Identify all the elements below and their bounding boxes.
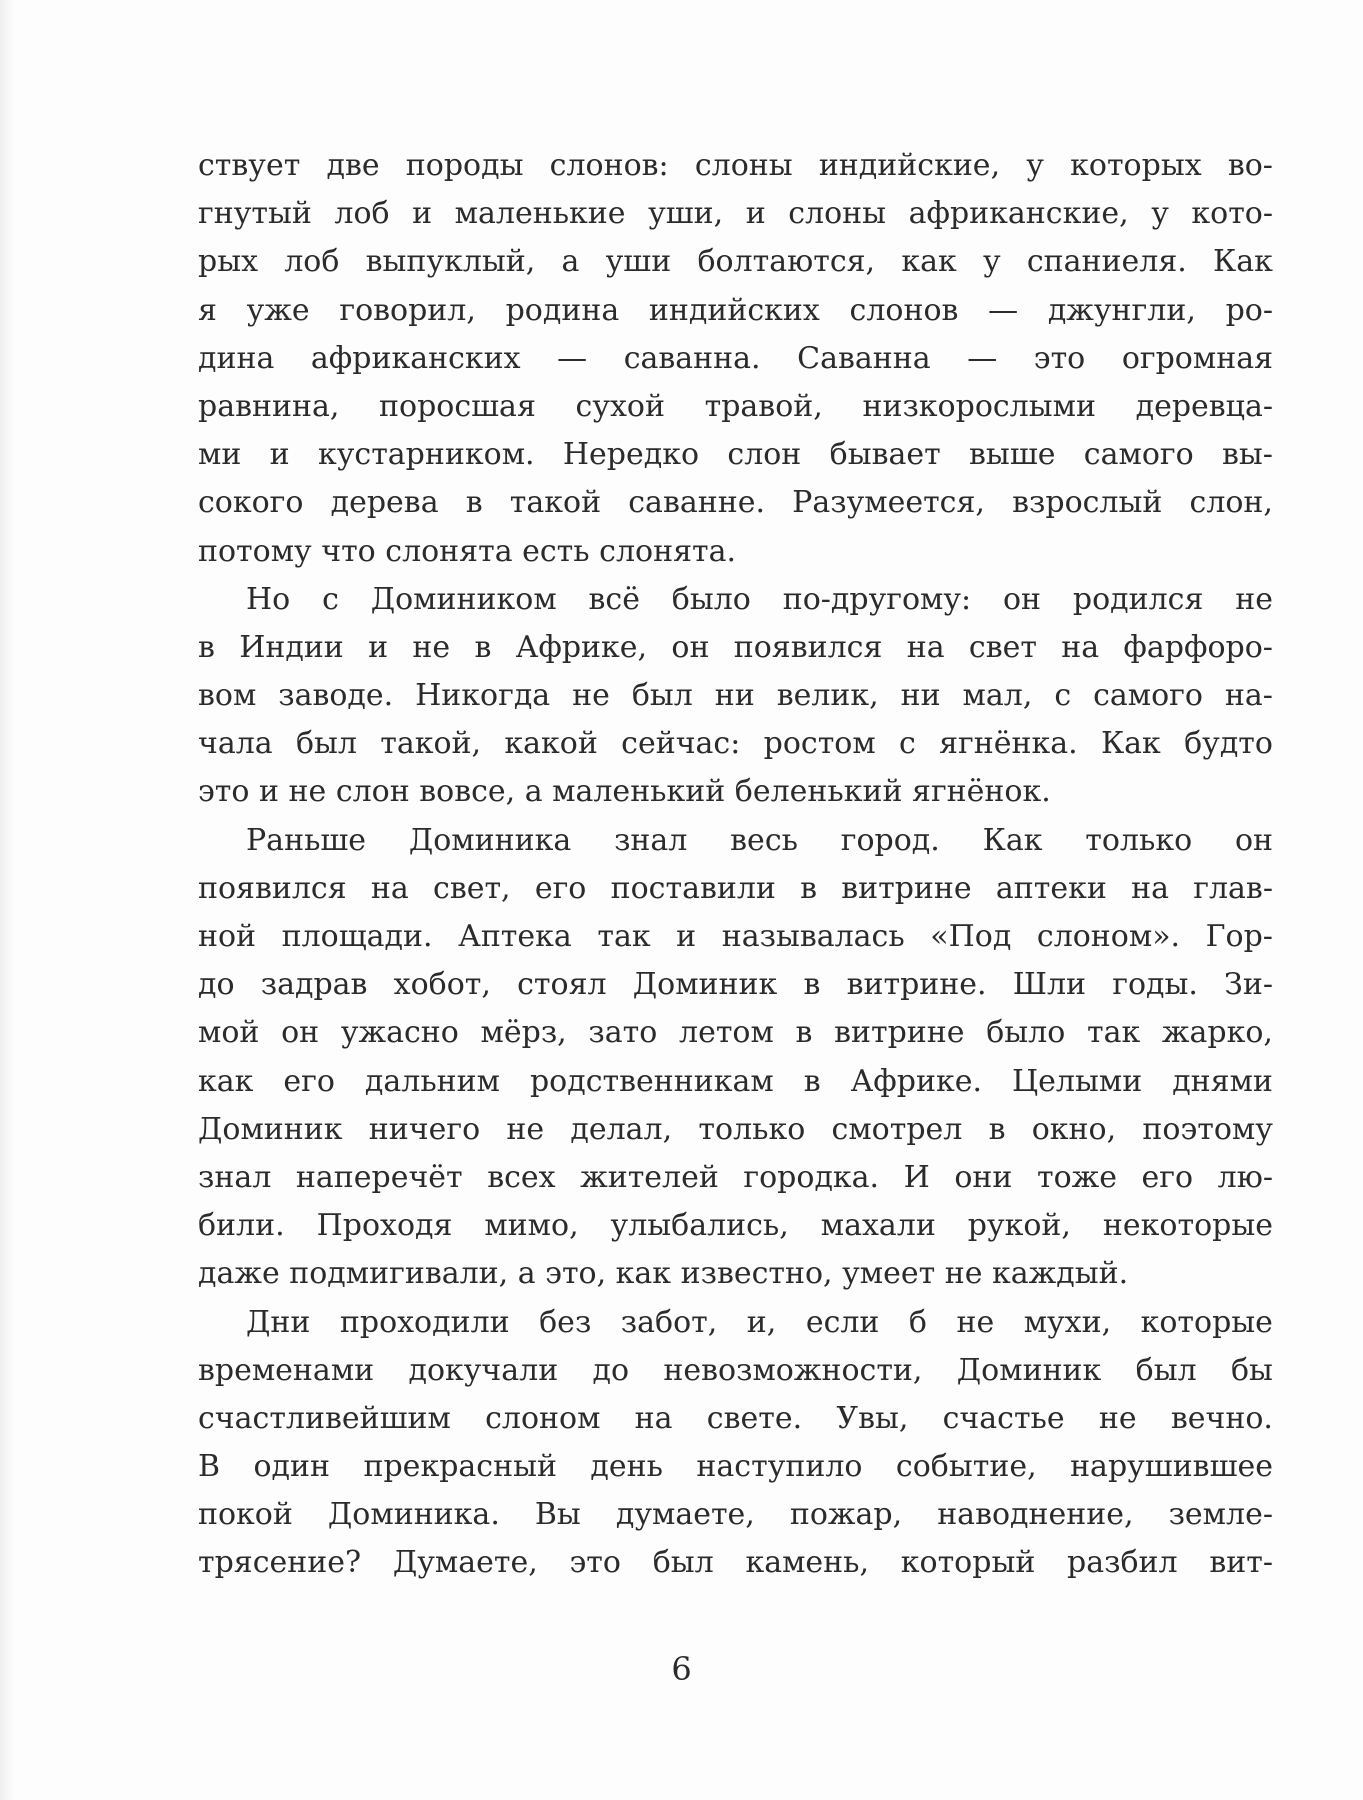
- text-line: это и не слон вовсе, а маленький беленький ягнёнок.: [198, 774, 1051, 810]
- text-line: покой Доминика. Вы думаете, пожар, наводнение, земле-: [198, 1497, 1273, 1533]
- text-line: дина африканских — саванна. Саванна — это огромная: [198, 340, 1273, 376]
- text-line: В один прекрасный день наступило событие, нарушившее: [198, 1449, 1273, 1485]
- text-line: появился на свет, его поставили в витрине аптеки на глав-: [198, 870, 1273, 906]
- text-line: потому что слонята есть слонята.: [198, 533, 737, 569]
- text-line: ной площади. Аптека так и называлась «Под слоном». Гор-: [198, 919, 1273, 954]
- text-line: равнина, поросшая сухой травой, низкорослыми деревца-: [198, 388, 1273, 424]
- text-line: как его дальним родственникам в Африке. Целыми днями: [198, 1063, 1273, 1099]
- text-line: били. Проходя мимо, улыбались, махали рукой, некоторые: [198, 1208, 1273, 1244]
- text-line: вом заводе. Никогда не был ни велик, ни мал, с самого на-: [198, 678, 1273, 714]
- text-line: счастливейшим слоном на свете. Увы, счастье не вечно.: [198, 1400, 1273, 1436]
- page-number: 6: [671, 1650, 692, 1688]
- text-line: Но с Домиником всё было по-другому: он родился не: [246, 581, 1273, 617]
- text-line: Доминик ничего не делал, только смотрел в окно, поэтому: [198, 1111, 1273, 1147]
- text-line: до задрав хобот, стоял Доминик в витрине. Шли годы. Зи-: [198, 967, 1273, 1003]
- text-line: в Индии и не в Африке, он появился на свет на фарфоро-: [198, 629, 1273, 665]
- text-line: ствует две породы слонов: слоны индийские, у которых во-: [198, 148, 1273, 183]
- text-line: знал наперечёт всех жителей городка. И они тоже его лю-: [198, 1159, 1273, 1195]
- text-line: мой он ужасно мёрз, зато летом в витрине было так жарко,: [198, 1015, 1273, 1051]
- text-line: сокого дерева в такой саванне. Разумеется, взрослый слон,: [198, 485, 1273, 521]
- text-line: трясение? Думаете, это был камень, который разбил вит-: [198, 1545, 1273, 1581]
- text-line: временами докучали до невозможности, Доминик был бы: [198, 1352, 1273, 1388]
- text-line: я уже говорил, родина индийских слонов — джунгли, ро-: [198, 292, 1273, 328]
- page-edge-shadow: [0, 0, 14, 1800]
- text-line: Дни проходили без забот, и, если б не мухи, которые: [246, 1304, 1273, 1340]
- text-line: гнутый лоб и маленькие уши, и слоны африканские, у кото-: [198, 196, 1273, 232]
- body-text: [198, 142, 1273, 1588]
- text-line: даже подмигивали, а это, как известно, умеет не каждый.: [198, 1256, 1129, 1292]
- text-line: чала был такой, какой сейчас: ростом с ягнёнка. Как будто: [198, 726, 1273, 762]
- text-line: ми и кустарником. Нередко слон бывает выше самого вы-: [198, 437, 1273, 473]
- text-line: Раньше Доминика знал весь город. Как только он: [246, 822, 1273, 858]
- text-line: рых лоб выпуклый, а уши болтаются, как у спаниеля. Как: [198, 244, 1273, 280]
